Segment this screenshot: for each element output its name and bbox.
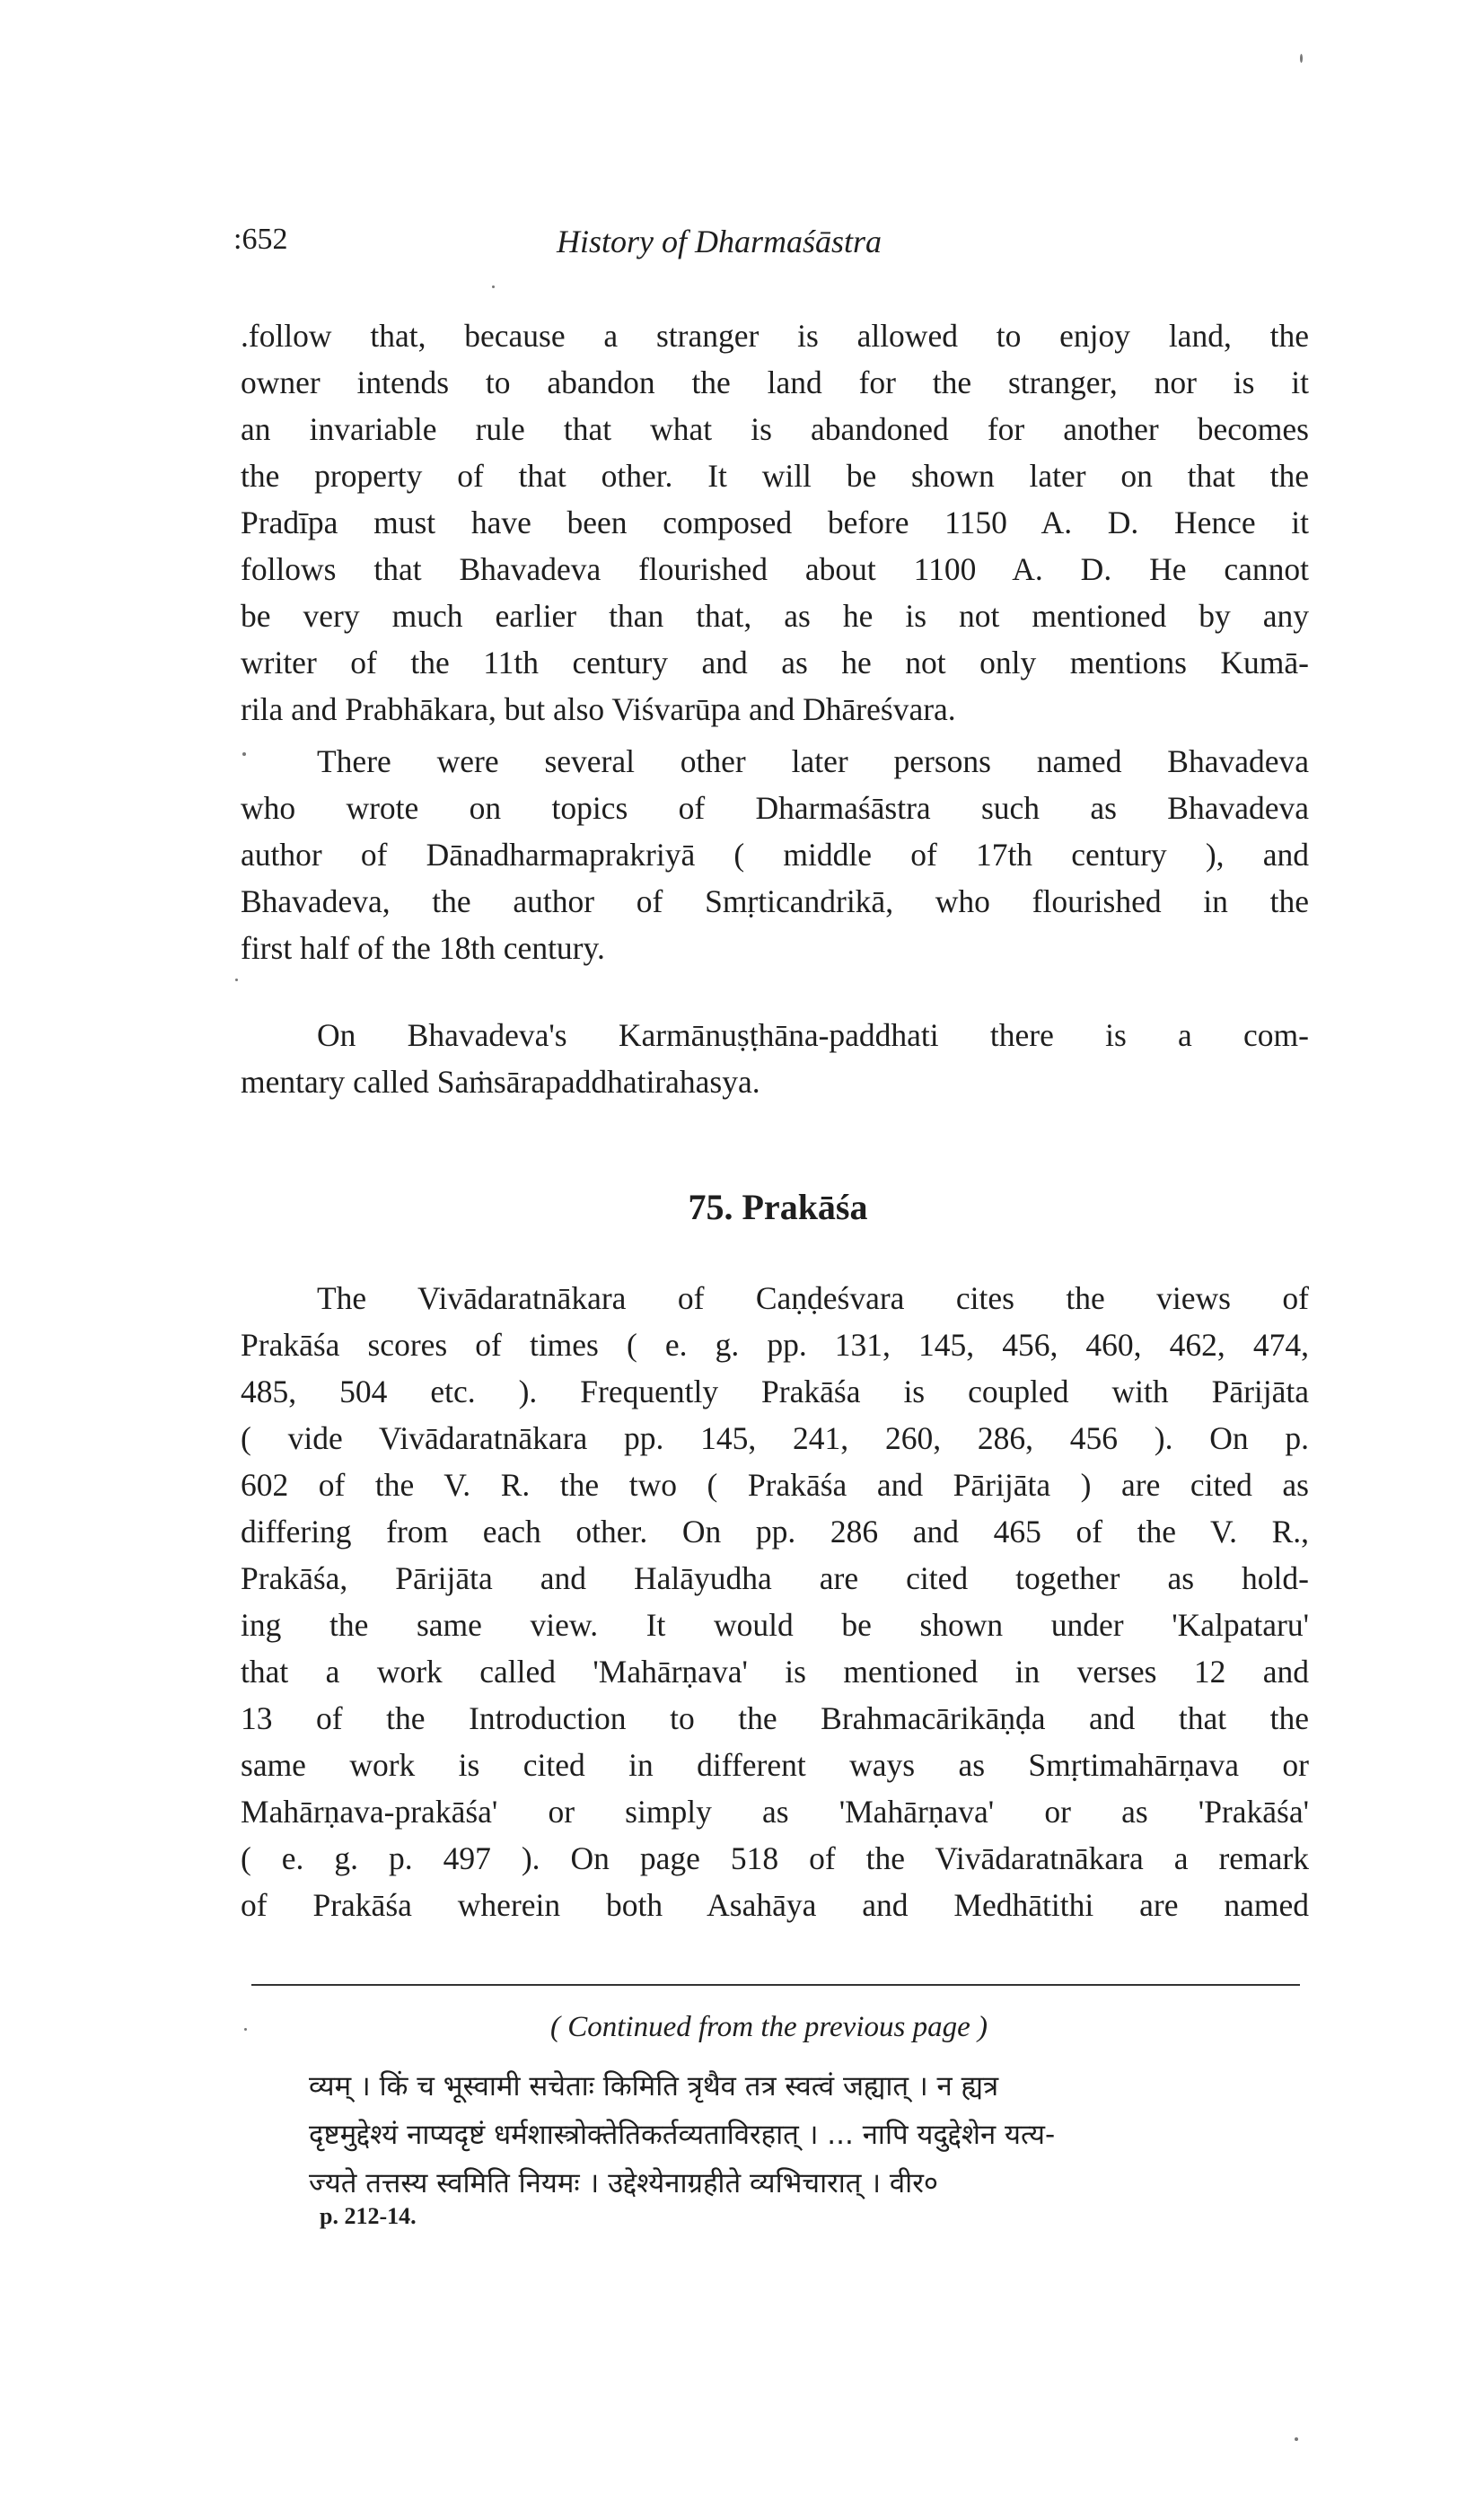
section-heading: 75. Prakāśa xyxy=(688,1187,868,1227)
paragraph-bhavadeva-date xyxy=(241,312,1309,733)
text-line: an invariable rule that what is abandoned for another becomes xyxy=(241,411,1309,447)
text-line: that a work called 'Mahārṇava' is mentioned in verses 12 and xyxy=(241,1654,1309,1690)
text-line: The Vivādaratnākara of Caṇḍeśvara cites the views of xyxy=(317,1280,1309,1316)
scan-speck xyxy=(1300,54,1303,63)
scan-speck xyxy=(242,752,246,756)
text-line: differing from each other. On pp. 286 and 465 of the V. R., xyxy=(241,1514,1309,1549)
running-title: History of Dharmaśāstra xyxy=(557,224,882,259)
text-line: writer of the 11th century and as he not only mentions Kumā- xyxy=(241,645,1309,680)
text-line: There were several other later persons named Bhavadeva xyxy=(317,743,1309,779)
scan-speck xyxy=(1295,2437,1298,2441)
text-line: ing the same view. It would be shown under 'Kalpataru' xyxy=(241,1607,1309,1643)
text-line: be very much earlier than that, as he is not mentioned by any xyxy=(241,598,1309,634)
text-line: the property of that other. It will be shown later on that the xyxy=(241,458,1309,494)
scan-speck xyxy=(244,2028,247,2031)
scan-speck xyxy=(235,979,238,981)
text-line: mentary called Saṁsārapaddhatirahasya. xyxy=(241,1064,760,1100)
text-line: On Bhavadeva's Karmānuṣṭhāna-paddhati there is a com- xyxy=(317,1017,1309,1053)
text-line: Mahārṇava-prakāśa' or simply as 'Mahārṇava' or as 'Prakāśa' xyxy=(241,1794,1309,1830)
text-line: same work is cited in different ways as Smṛtimahārṇava or xyxy=(241,1747,1309,1783)
footnote-reference: p. 212-14. xyxy=(320,2203,417,2229)
text-line: 602 of the V. R. the two ( Prakāśa and Pārijāta ) are cited as xyxy=(241,1467,1309,1503)
text-line: rila and Prabhākara, but also Viśvarūpa and Dhāreśvara. xyxy=(241,691,956,727)
text-line: .follow that, because a stranger is allowed to enjoy land, the xyxy=(241,318,1309,354)
text-line: Prakāśa, Pārijāta and Halāyudha are cited together as hold- xyxy=(241,1560,1309,1596)
scan-speck xyxy=(492,285,495,288)
text-line: ( e. g. p. 497 ). On page 518 of the Vivādaratnākara a remark xyxy=(241,1840,1309,1876)
text-line: ( vide Vivādaratnākara pp. 145, 241, 260, 286, 456 ). On p. xyxy=(241,1420,1309,1456)
text-line: Prakāśa scores of times ( e. g. pp. 131, 145, 456, 460, 462, 474, xyxy=(241,1327,1309,1363)
footnote-divider xyxy=(251,1984,1300,1986)
paragraph-prakasa xyxy=(241,1275,1309,1928)
footnote-continued-label: ( Continued from the previous page ) xyxy=(550,2011,988,2043)
footnote-line: व्यम् । किं च भूस्वामी सचेताः किमिति त्रृथैव तत्र स्वत्वं जह्यात् । न ह्यत्र xyxy=(309,2070,999,2103)
text-line: first half of the 18th century. xyxy=(241,930,605,966)
text-line: who wrote on topics of Dharmaśāstra such as Bhavadeva xyxy=(241,790,1309,826)
page-header xyxy=(233,223,1311,268)
text-line: Bhavadeva, the author of Smṛticandrikā, who flourished in the xyxy=(241,883,1309,919)
text-line: follows that Bhavadeva flourished about 1100 A. D. He cannot xyxy=(241,551,1309,587)
footnote-line: दृष्टमुद्देश्यं नाप्यदृष्टं धर्मशास्त्रोक्तेतिकर्तव्यताविरहात् । ... नापि यदुद्देशेन यत्य- xyxy=(309,2119,1056,2151)
text-line: author of Dānadharmaprakriyā ( middle of 17th century ), and xyxy=(241,837,1309,873)
text-line: of Prakāśa wherein both Asahāya and Medhātithi are named xyxy=(241,1887,1309,1923)
footnote-line: ज्यते तत्तस्य स्वमिति नियमः । उद्देश्येनाग्रहीते व्यभिचारात् । वीर० xyxy=(309,2167,938,2199)
page-number: :652 xyxy=(233,223,288,256)
paragraph-commentary xyxy=(241,1012,1309,1105)
text-line: 13 of the Introduction to the Brahmacārikāṇḍa and that the xyxy=(241,1700,1309,1736)
text-line: 485, 504 etc. ). Frequently Prakāśa is coupled with Pārijāta xyxy=(241,1374,1309,1409)
footnote-sanskrit xyxy=(309,2062,1339,2208)
text-line: Pradīpa must have been composed before 1150 A. D. Hence it xyxy=(241,505,1309,540)
paragraph-other-bhavadevas xyxy=(241,738,1309,971)
text-line: owner intends to abandon the land for the stranger, nor is it xyxy=(241,364,1309,400)
